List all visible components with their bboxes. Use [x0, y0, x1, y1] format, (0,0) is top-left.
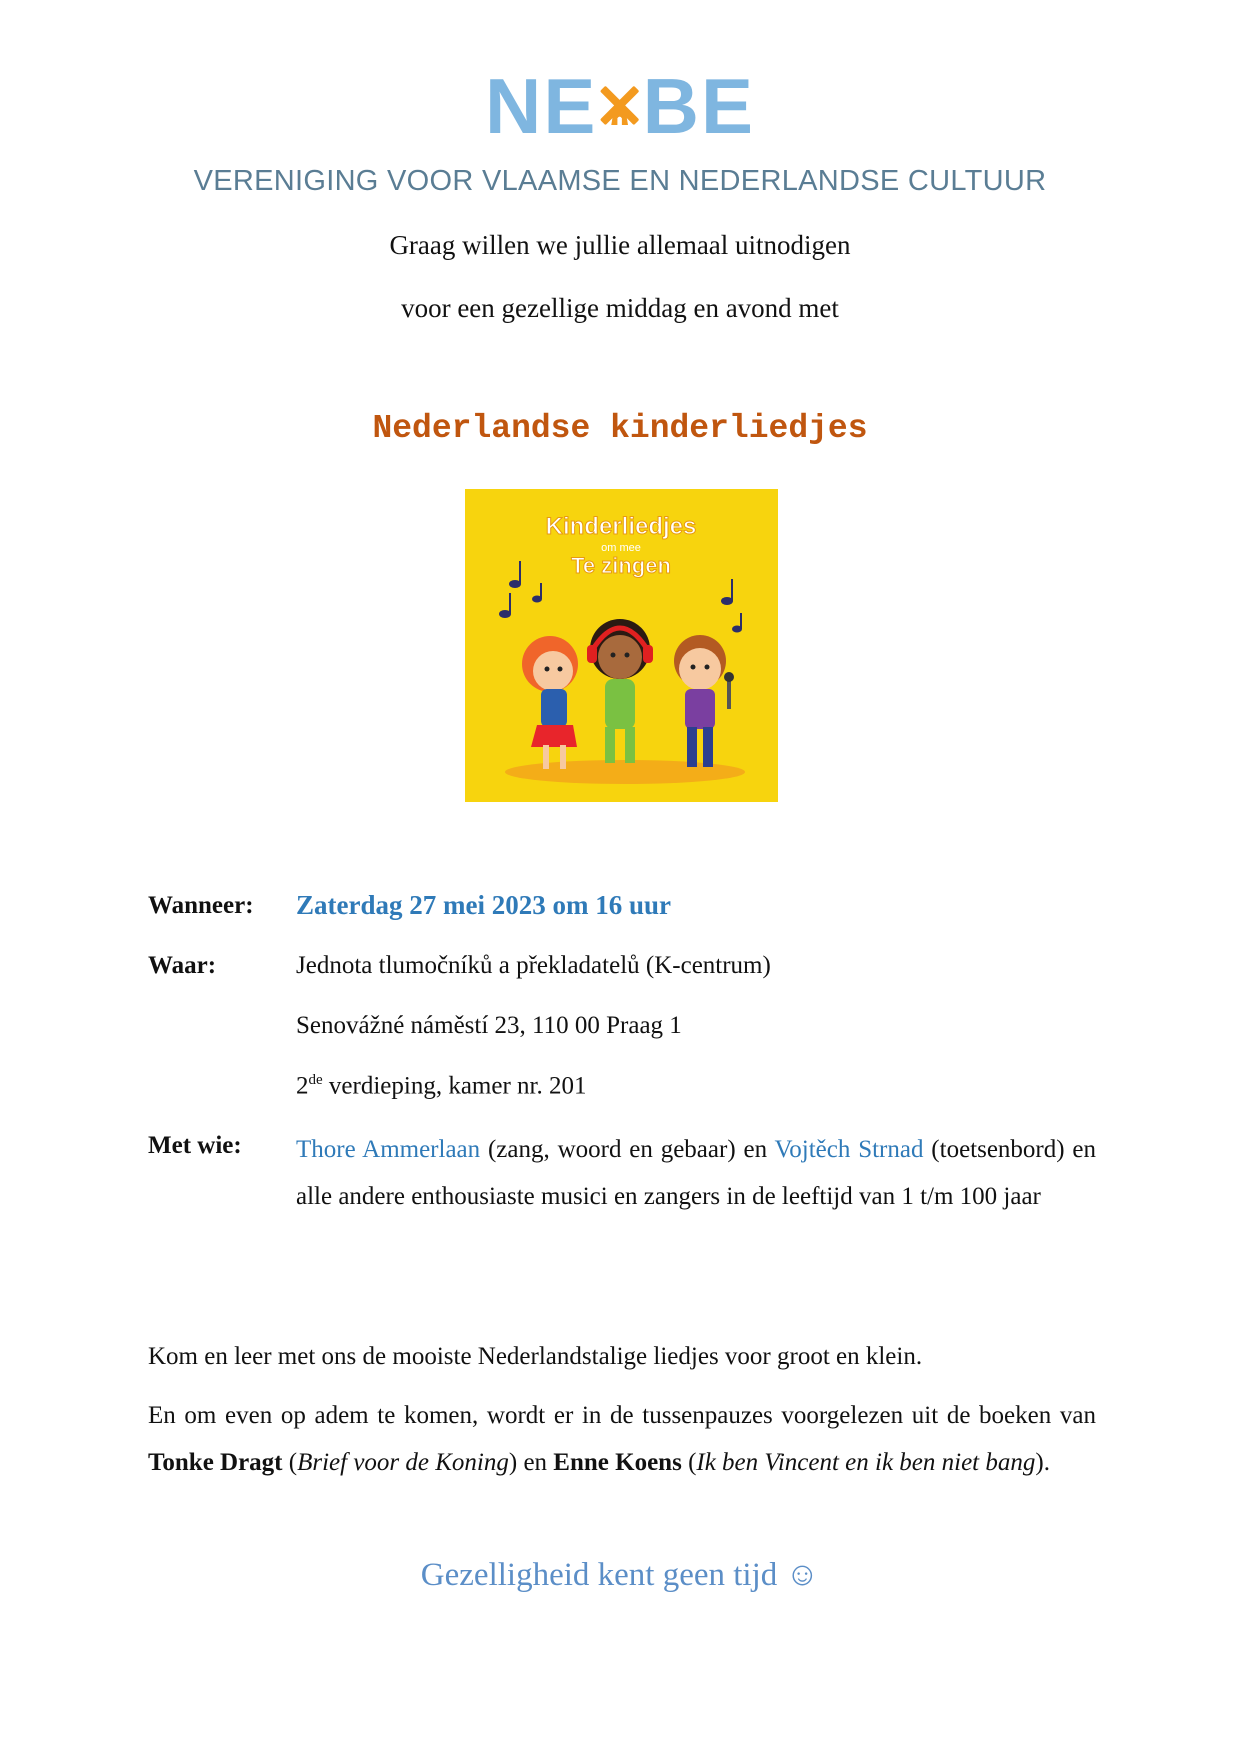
album-cover-image [465, 489, 778, 802]
where-label: Waar: [148, 952, 217, 979]
cover-title-line-2: om mee [601, 542, 641, 554]
performer-1-role: (zang, woord en gebaar) en [480, 1136, 775, 1163]
album-cover-illustration [465, 489, 778, 802]
performer-link-2[interactable]: Vojtěch Strnad [774, 1136, 924, 1163]
floor-ordinal: de [308, 1072, 323, 1088]
logo-text-right: BE [642, 62, 755, 150]
windmill-icon [599, 70, 640, 142]
author-2: Enne Koens [553, 1449, 682, 1476]
event-title: Nederlandse kinderliedjes [372, 410, 868, 447]
performer-2-role: (toetsenbord) en alle andere enthousiaste musici en zangers in de leeftijd van 1 t/m 100 jaar [296, 1136, 1097, 1210]
with-description [296, 1126, 1096, 1220]
para2-text-e: ). [1035, 1449, 1050, 1476]
nexbe-logo [485, 62, 755, 150]
where-venue: Jednota tlumočníků a překladatelů (K-centrum) [296, 952, 771, 979]
body-paragraph-1: Kom en leer met ons de mooiste Nederlandstalige liedjes voor groot en klein. [148, 1343, 923, 1370]
author-1: Tonke Dragt [148, 1449, 283, 1476]
organization-name: VERENIGING VOOR VLAAMSE EN NEDERLANDSE CULTUUR [193, 165, 1047, 197]
performer-link-1[interactable]: Thore Ammerlaan [296, 1136, 481, 1163]
cover-title-line-3: Te zingen [571, 553, 671, 578]
closing-line: Gezelligheid kent geen tijd ☺ [420, 1557, 820, 1593]
where-address: Senovážné náměstí 23, 110 00 Praag 1 [296, 1012, 682, 1039]
intro-line-2: voor een gezellige middag en avond met [401, 293, 839, 323]
cover-title-line-1: Kinderliedjes [545, 513, 697, 540]
para2-text-c: ) en [508, 1449, 554, 1476]
intro-line-1: Graag willen we jullie allemaal uitnodigen [389, 230, 851, 260]
para2-text-d: ( [681, 1449, 697, 1476]
where-floor [296, 1072, 587, 1100]
book-title-2: Ik ben Vincent en ik ben niet bang [696, 1449, 1036, 1476]
floor-room: verdieping, kamer nr. 201 [322, 1072, 587, 1100]
floor-number: 2 [296, 1072, 309, 1100]
with-label: Met wie: [148, 1132, 242, 1159]
para2-text-a: En om even op adem te komen, wordt er in de tussenpauzes voorgelezen uit de boeken van [148, 1402, 1096, 1429]
when-value: Zaterdag 27 mei 2023 om 16 uur [296, 890, 671, 920]
logo-text-left: NE [485, 62, 598, 150]
book-title-1: Brief voor de Koning [297, 1449, 509, 1476]
para2-text-b: ( [282, 1449, 298, 1476]
when-label: Wanneer: [148, 892, 254, 919]
body-paragraph-2 [148, 1392, 1096, 1486]
